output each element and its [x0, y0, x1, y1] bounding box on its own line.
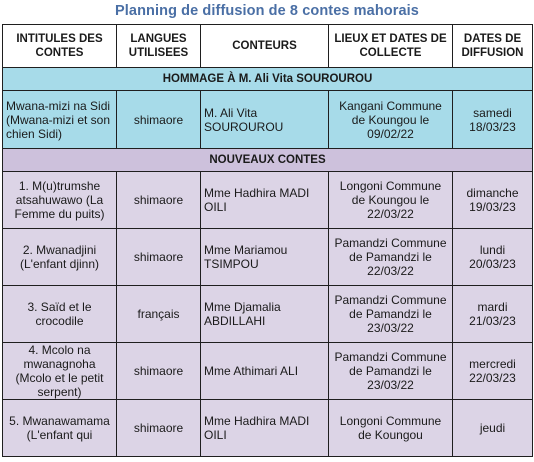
story-language: shimaore — [117, 172, 201, 229]
header-row — [3, 25, 533, 68]
story-storyteller: Mme Athimari ALI — [201, 343, 329, 400]
story-storyteller: Mme Mariamou TSIMPOU — [201, 229, 329, 286]
header-collection-label: LIEUX ET DATES DE COLLECTE — [334, 33, 447, 59]
section-label: NOUVEAUX CONTES — [3, 149, 533, 172]
header-broadcast — [453, 25, 533, 68]
broadcast-schedule-table — [2, 24, 533, 457]
story-collection: Pamandzi Commune de Pamandzi le 23/03/22 — [329, 286, 453, 343]
story-collection: Longoni Commune de Koungou le 22/03/22 — [329, 172, 453, 229]
story-storyteller: Mme Hadhira MADI OILI — [201, 400, 329, 457]
story-title-text: Mwana-mizi na Sidi (Mwana-mizi et son chien Sidi) — [6, 98, 111, 141]
story-title: 1. M(u)trumshe atsahuwawo (La Femme du puits) — [3, 172, 117, 229]
section-header-tribute — [3, 68, 533, 91]
table-row — [3, 286, 533, 343]
story-language: shimaore — [117, 91, 201, 149]
story-broadcast: samedi 18/03/23 — [453, 91, 533, 149]
table-row — [3, 400, 533, 457]
story-storyteller: M. Ali Vita SOUROUROU — [201, 91, 329, 149]
story-language: français — [117, 286, 201, 343]
story-title: 2. Mwanadjini (L'enfant djinn) — [3, 229, 117, 286]
story-broadcast: mercredi 22/03/23 — [453, 343, 533, 400]
story-broadcast: jeudi — [453, 400, 533, 457]
header-titles-label: INTITULES DES CONTES — [16, 33, 103, 59]
section-header-new-stories — [3, 149, 533, 172]
story-collection: Pamandzi Commune de Pamandzi le 23/03/22 — [329, 343, 453, 400]
story-title: 5. Mwanawamama (L'enfant qui — [3, 400, 117, 457]
header-storytellers — [201, 25, 329, 68]
table-row — [3, 229, 533, 286]
story-language: shimaore — [117, 229, 201, 286]
story-title: 4. Mcolo na mwanagnoha (Mcolo et le petit serpent) — [3, 343, 117, 400]
table-row — [3, 343, 533, 400]
story-storyteller: Mme Hadhira MADI OILI — [201, 172, 329, 229]
header-collection — [329, 25, 453, 68]
table-row — [3, 91, 533, 149]
header-broadcast-label: DATES DE DIFFUSION — [461, 33, 524, 59]
story-broadcast: lundi 20/03/23 — [453, 229, 533, 286]
document-title: Planning de diffusion de 8 contes mahorais — [115, 3, 419, 19]
story-collection: Longoni Commune de Koungou — [329, 400, 453, 457]
header-storytellers-label: CONTEURS — [232, 40, 297, 52]
header-languages-label: LANGUES UTILISEES — [128, 33, 189, 59]
story-collection: Pamandzi Commune de Pamandzi le 22/03/22 — [329, 229, 453, 286]
story-collection: Kangani Commune de Koungou le 09/02/22 — [329, 91, 453, 149]
story-language: shimaore — [117, 400, 201, 457]
header-languages — [117, 25, 201, 68]
story-title: 3. Saïd et le crocodile — [3, 286, 117, 343]
story-title — [3, 91, 117, 149]
story-broadcast: mardi 21/03/23 — [453, 286, 533, 343]
section-label: HOMMAGE À M. Ali Vita SOUROUROU — [3, 68, 533, 91]
story-language: shimaore — [117, 343, 201, 400]
header-titles — [3, 25, 117, 68]
table-row — [3, 172, 533, 229]
story-storyteller: Mme Djamalia ABDILLAHI — [201, 286, 329, 343]
story-broadcast: dimanche 19/03/23 — [453, 172, 533, 229]
